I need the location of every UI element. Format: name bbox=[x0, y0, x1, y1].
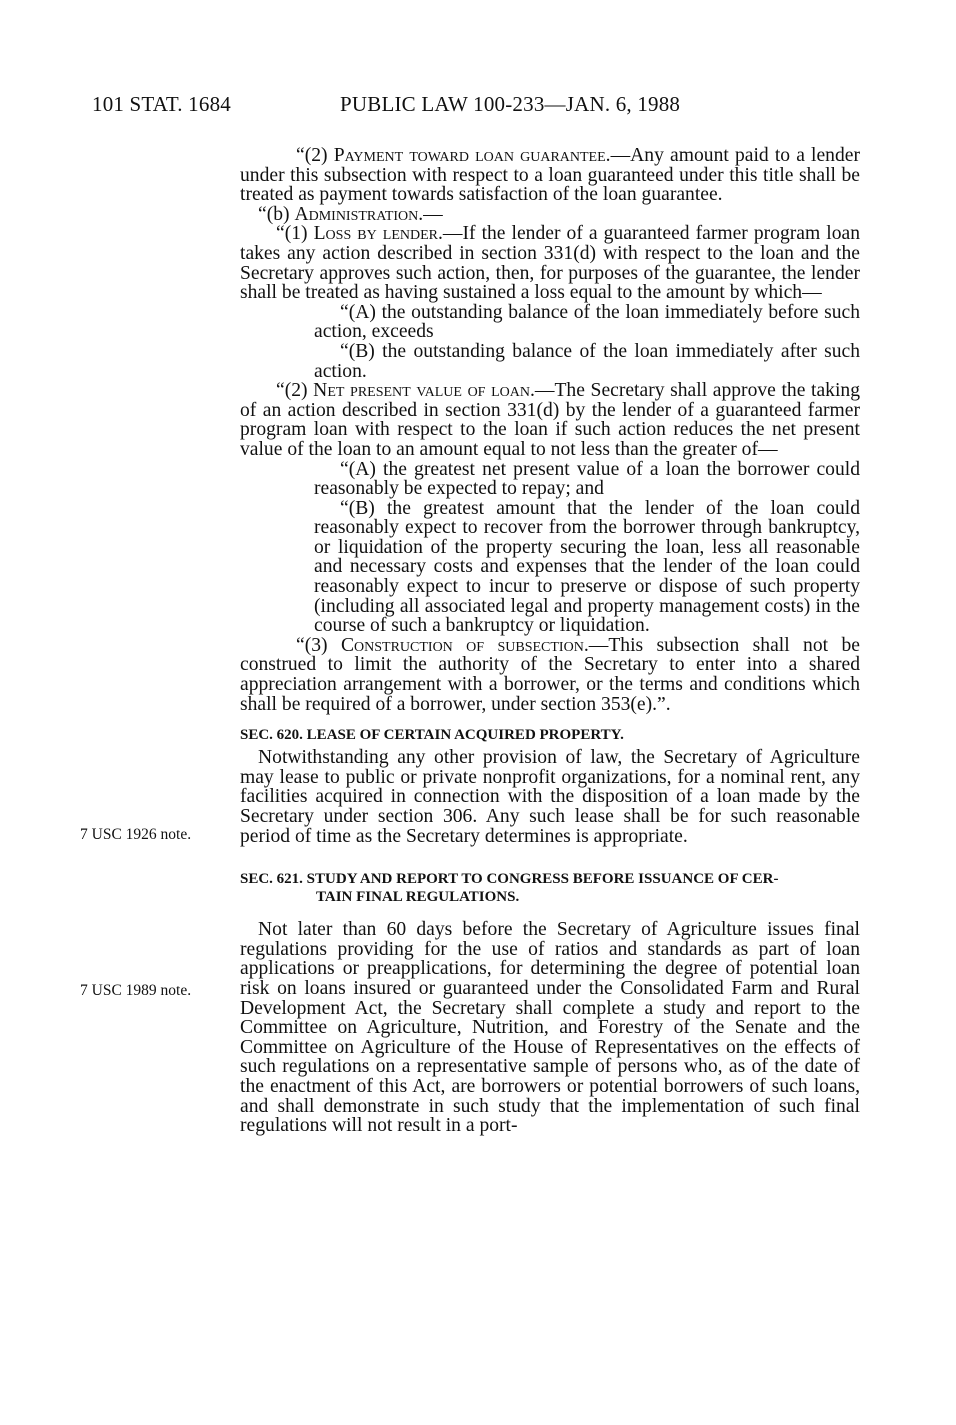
paragraph-b3-construction: “(3) Construction of subsection.—This subsection shall not be construed to limit the authority of the Secretary to enter into a shared appreciation arrangement with a borrower, or the terms and conditions which shall be required of a borrower, under section 353(e).”. bbox=[240, 634, 860, 715]
section-621-body: Not later than 60 days before the Secretary of Agriculture issues final regulations providing for the use of ratios and standards as part of loan applications or preapplications, for determining the degree of potential loan risk on loans insured or guaranteed under the Consolidated Farm and Rural Development Act, the Secretary shall complete a study and report to the Committee on Agriculture, Nutrition, and Forestry of the Senate and the Committee on Agriculture of the House of Representatives on the effects of such regulations on a representative sample of persons who, as of the date of the enactment of this Act, are borrowers or potential borrowers of such loans, and shall demonstrate in such study that the implementation of such final regulations will not result in a port- bbox=[240, 919, 860, 1137]
statute-page-number: 101 STAT. 1684 bbox=[92, 92, 231, 116]
paragraph-heading: Net present value of loan. bbox=[313, 380, 535, 402]
margin-note-sec-620: 7 USC 1926 note. bbox=[80, 826, 192, 843]
document-body bbox=[240, 146, 860, 1136]
subsection-heading: Administration. bbox=[294, 203, 424, 225]
paragraph-heading: Loss by lender. bbox=[313, 223, 443, 245]
paragraph-heading: Payment toward loan guarantee. bbox=[333, 145, 611, 166]
paragraph-2-payment: “(2) Payment toward loan guarantee.—Any amount paid to a lender under this subsection with respect to a loan guaranteed under this title shall be treated as payment towards satisfaction of the loan guarantee. bbox=[240, 145, 860, 206]
paragraph-b2-net-present-value: “(2) Net present value of loan.—The Secretary shall approve the taking of an action described in section 331(d) by the lender of a guaranteed farmer program loan with respect to the loan if such action reduces the net present value of the loan to an amount equal to not less than the greater of— bbox=[240, 380, 860, 460]
section-620-heading: SEC. 620. LEASE OF CERTAIN ACQUIRED PROPERTY. bbox=[240, 727, 624, 744]
paragraph-heading: Construction of subsection. bbox=[340, 634, 589, 656]
section-621-heading: SEC. 621. STUDY AND REPORT TO CONGRESS BEFORE ISSUANCE OF CER- TAIN FINAL REGULATIONS. bbox=[240, 871, 779, 906]
running-head: PUBLIC LAW 100-233—JAN. 6, 1988 bbox=[340, 92, 681, 116]
subsection-b-administration: “(b) Administration.— bbox=[258, 203, 443, 225]
subparagraph-b2A: “(A) the greatest net present value of a loan the borrower could reasonably be expected to repay; and bbox=[314, 458, 860, 500]
margin-note-sec-621: 7 USC 1989 note. bbox=[80, 982, 192, 999]
subparagraph-b2B: “(B) the greatest amount that the lender of the loan could reasonably expect to recover from the borrower through bankruptcy, or liquidation of the property securing the loan, less all reasonable and necessary costs and expenses that the lender of the loan could reasonably expect to incur to preserve or dispose of such property (including all associated legal and property management costs) in the course of such a bankruptcy or liquidation. bbox=[314, 497, 860, 637]
section-620-body: Notwithstanding any other provision of law, the Secretary of Agriculture may lease to public or private nonprofit organizations, for a nominal rent, any facilities acquired in connection with the disposition of a loan made by the Secretary under section 306. Any such lease shall be for such reasonable period of time as the Secretary determines is appropriate. bbox=[240, 747, 860, 847]
subparagraph-b1A: “(A) the outstanding balance of the loan immediately before such action, exceeds bbox=[314, 301, 860, 343]
subparagraph-b1B: “(B) the outstanding balance of the loan immediately after such action. bbox=[314, 340, 860, 382]
paragraph-b1-loss-by-lender: “(1) Loss by lender.—If the lender of a guaranteed farmer program loan takes any action described in section 331(d) with respect to the loan and the Secretary approves such action, then, for purposes of the guarantee, the lender shall be treated as having sustained a loss equal to the amount by which— bbox=[240, 223, 860, 304]
